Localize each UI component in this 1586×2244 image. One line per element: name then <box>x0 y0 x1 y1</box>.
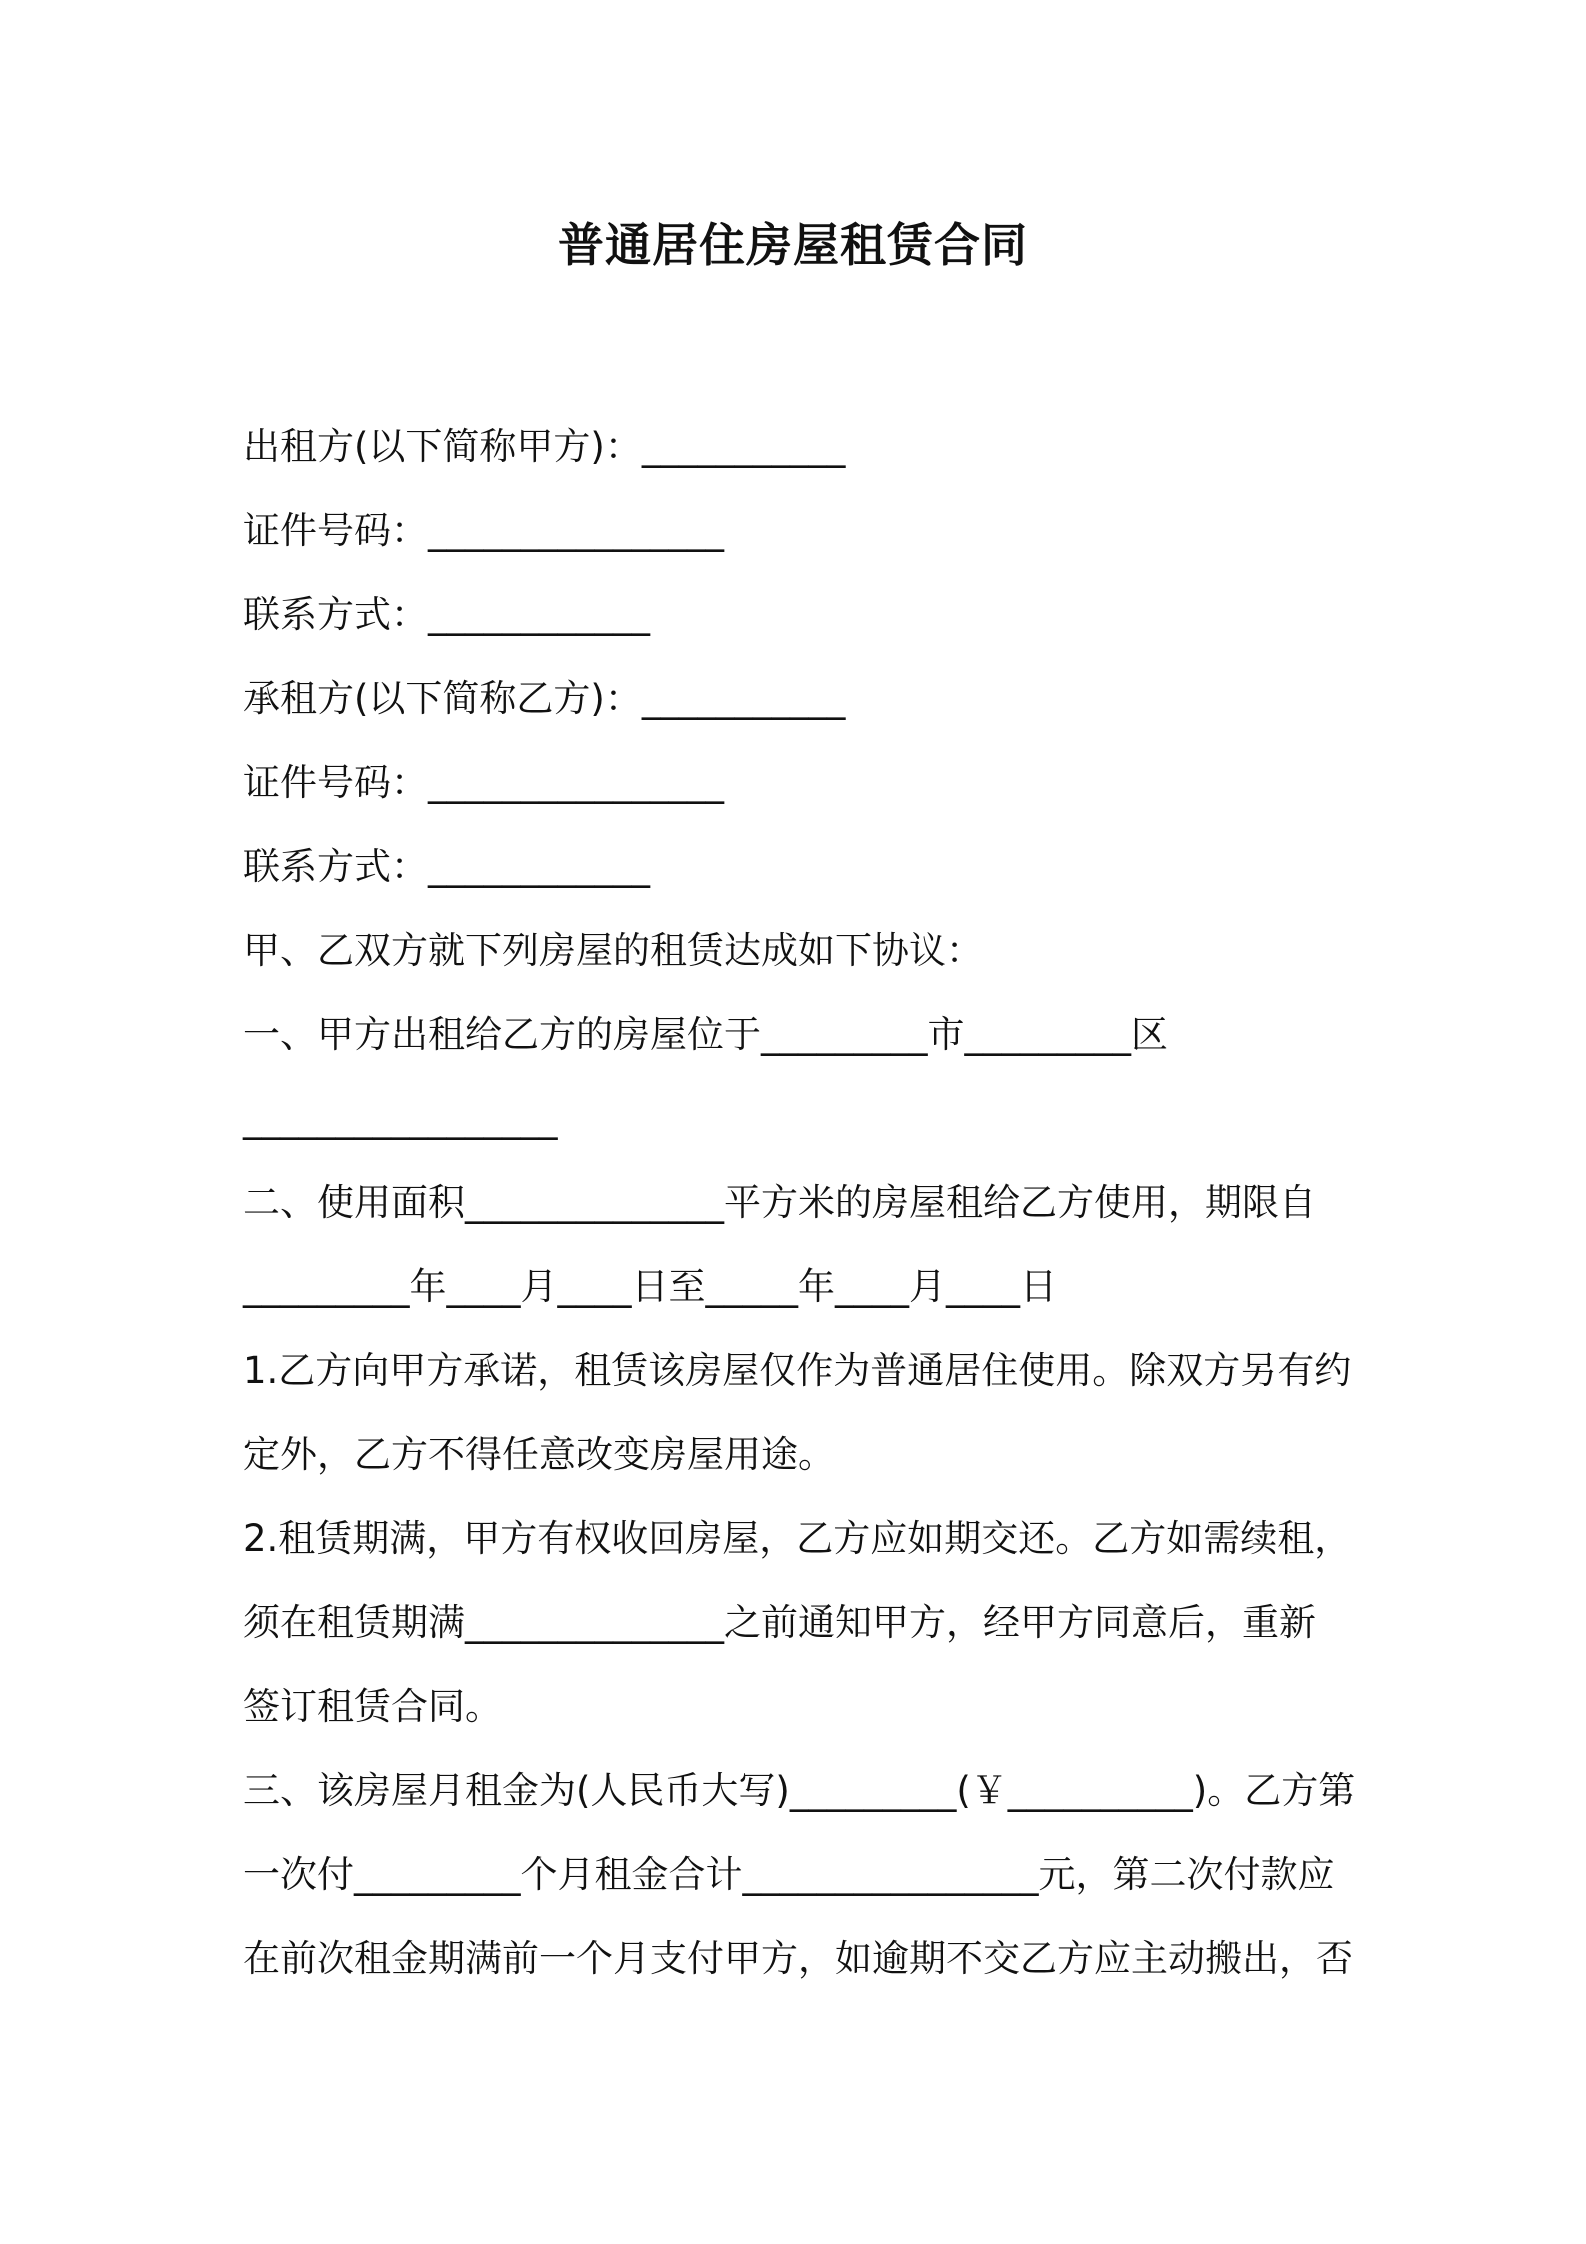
item-2-line-c: 签订租赁合同。 <box>243 1685 502 1728</box>
clause-2-area-line: 二、使用面积______________平方米的房屋租给乙方使用，期限自 <box>243 1181 1316 1224</box>
clause-3-rent-line-b: 一次付_________个月租金合计________________元，第二次付款应 <box>243 1853 1335 1896</box>
item-1-line-b: 定外，乙方不得任意改变房屋用途。 <box>243 1433 835 1476</box>
lessee-contact-line: 联系方式：____________ <box>243 845 650 888</box>
lessor-id-number-line: 证件号码：________________ <box>243 509 724 552</box>
clause-1-location-line: 一、甲方出租给乙方的房屋位于_________市_________区 <box>243 1013 1168 1056</box>
lessee-line: 承租方(以下简称乙方)：___________ <box>243 677 846 720</box>
document-title: 普通居住房屋租赁合同 <box>558 218 1028 272</box>
clause-3-rent-line-a: 三、该房屋月租金为(人民币大写)_________(￥__________)。乙方第 <box>243 1769 1356 1812</box>
clause-3-rent-line-c: 在前次租金期满前一个月支付甲方，如逾期不交乙方应主动搬出，否 <box>243 1937 1353 1980</box>
clause-2-term-line: _________年____月____日至_____年____月____日 <box>243 1265 1057 1308</box>
agreement-intro-line: 甲、乙双方就下列房屋的租赁达成如下协议： <box>243 929 983 972</box>
lessor-line: 出租方(以下简称甲方)：___________ <box>243 425 846 468</box>
lessee-id-number-line: 证件号码：________________ <box>243 761 724 804</box>
clause-1-address-blank: _________________ <box>243 1097 558 1140</box>
item-2-line-b: 须在租赁期满______________之前通知甲方，经甲方同意后，重新 <box>243 1601 1316 1644</box>
lessor-contact-line: 联系方式：____________ <box>243 593 650 636</box>
item-2-line-a: 2.租赁期满，甲方有权收回房屋，乙方应如期交还。乙方如需续租， <box>243 1517 1352 1560</box>
item-1-line-a: 1.乙方向甲方承诺，租赁该房屋仅作为普通居住使用。除双方另有约 <box>243 1349 1352 1392</box>
contract-body <box>243 405 1363 2001</box>
